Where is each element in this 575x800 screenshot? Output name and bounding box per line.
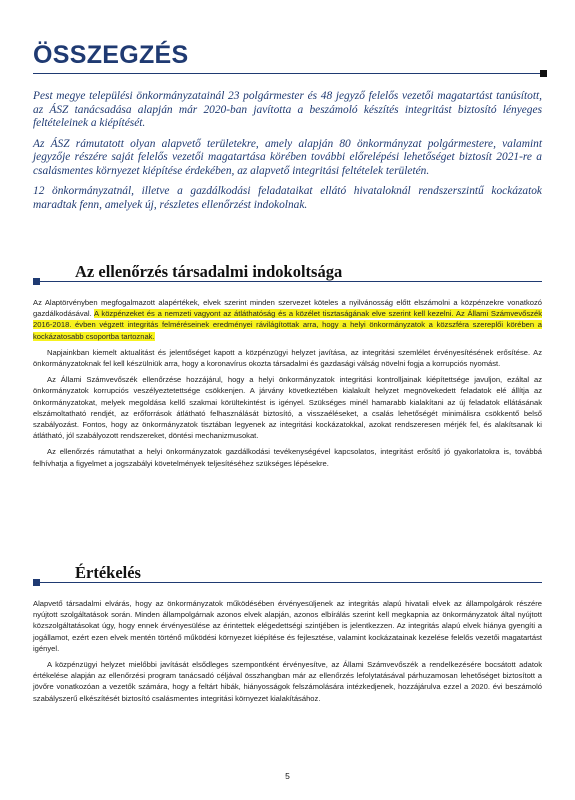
body-paragraph: A közpénzügyi helyzet mielőbbi javítását elsődleges szempontként érvényesítve, az Állami Számvevőszék a rendelkezésére bocsátott adatok értékelése alapján az ellenőrzési program tanácsadó céljával összhangban már az ellenőrzés lefolytatásával párhuzamosan lehetőséget biztosított a jövőre vonatkozóan a vezetők számára, hogy a feltárt hibák, hiányosságok felszámolására intézkedjenek, hozzájárulva ezzel a 2020. évi beszámoló szabályszerű elkészítését biztosító csalásmentes integritási környezet kialakításához.: [33, 660, 542, 703]
summary-paragraph: Pest megye települési önkormányzatainál 23 polgármester és 48 jegyző felelős vezetői magatartást tanúsított, az ÁSZ tanácsadása alapján már 2020-ban javította a beszámoló készítés integritást biztosító lényeges feltételeinek a kiépítését.: [33, 90, 542, 129]
summary-paragraph: Az ÁSZ rámutatott olyan alapvető területekre, amely alapján 80 önkormányzat polgármestere, valamint jegyzője részére saját felelős vezetői magatartása körében további előrelépési lehetőséget biztosít 2021-re a csalásmentes környezet kiépítése érdekében, az alapvető integritási feltételek területén.: [33, 137, 542, 177]
body-paragraph: Az ellenőrzés rámutathat a helyi önkormányzatok gazdálkodási tevékenységével kapcsolatos, integritást erősítő jó gyakorlatokra is, továbbá felhívhatja a figyelmet a jogszabályi követelmények teljesítéséhez szükséges lépésekre.: [33, 447, 542, 468]
summary-block: [33, 90, 542, 219]
page-title: ÖSSZEGZÉS: [33, 41, 189, 69]
body-paragraph: Alapvető társadalmi elvárás, hogy az önkormányzatok működésében érvényesüljenek az integritás alapú hivatali elvek az állampolgárok részére nyújtott szolgáltatások során. Minden állampolgárnak azonos elvek alapján, azonos elbírálás szerint kell megkapnia az önkormányzatok által nyújtott közszolgáltatásokat úgy, hogy ennek érvényesülése az érintettek elégedettségi szintjében is jelentkezzen. Az integritás alapú elvek hiánya gyengíti a jogállamot, ezért ezen elvek mentén történő működési környezet kiépítése és fejlesztése, valamint kockázatainak kezelése felelős vezetői magatartást igényel.: [33, 599, 542, 653]
body-paragraph: [33, 297, 542, 342]
section-body-evaluation: [33, 598, 542, 709]
section-title: Az ellenőrzés társadalmi indokoltsága: [75, 262, 343, 281]
title-rule: [33, 73, 542, 74]
section-marker: [33, 278, 40, 285]
section-marker: [33, 579, 40, 586]
page-number: 5: [285, 771, 290, 781]
title-rule-marker: [540, 70, 547, 77]
body-text: Az Alaptörvényben megfogalmazott alapértékek, elvek szerint minden szervezet köteles a nyilvánosság előtt elszámolni a közpénzekre vonatkozó gazdálkodásával.: [33, 298, 542, 319]
section-heading-justification: [33, 264, 542, 284]
section-heading-evaluation: [33, 565, 542, 585]
section-body-justification: [33, 297, 542, 474]
body-paragraph: Az Állami Számvevőszék ellenőrzése hozzájárul, hogy a helyi önkormányzatok integritási kontrolljainak kiépítettsége javuljon, ezáltal az önkormányzatok korrupciós veszélyeztetettsége csökkenjen. A járvány következtében kialakult helyzet megnövekedett feladatok elé állítja az önkormányzatokat, melyek megoldása kellő szakmai körültekintést is igényel. Szükséges minél hamarabb kialakítani az új feladatok ellátásának elszámoltatható rendjét, az erőforrások átlátható felhasználását biztosító, a visszaéléseket, a csalás lehetőségét minimálisra csökkentő belső szabályozást. Fontos, hogy az önkormányzatok tisztában legyenek az integritási kockázatokkal, azokat rendszeresen mérjék fel, és alakítsanak ki átlátható, jól szabályozott rendszereket, döntési mechanizmusokat.: [33, 375, 542, 441]
section-title: Értékelés: [75, 563, 141, 582]
summary-paragraph: 12 önkormányzatnál, illetve a gazdálkodási feladataikat ellátó hivataloknál rendszerszintű kockázatok maradtak fenn, amelyek új, részletes ellenőrzést indokolnak.: [33, 185, 542, 211]
highlighted-text: A közpénzeket és a nemzeti vagyont az átláthatóság és a közélet tisztaságának elve szerint kell kezelni. Az Állami Számvevőszék 2016-2018. évben végzett integritás felméréseinek eredményei rávilágítottak arra, hogy a helyi önkormányzatok a közszféra szereplői körében a kockázatosabb csoportba tartoznak.: [33, 309, 542, 341]
body-paragraph: Napjainkban kiemelt aktualitást és jelentőséget kapott a közpénzügyi helyzet javítása, az integritási szemlélet érvényesítésének erősítése. Az önkormányzatoknak fel kell készülniük arra, hogy a koronavírus okozta társadalmi és gazdasági válság növelni fogja a korrupciós nyomást.: [33, 347, 542, 369]
